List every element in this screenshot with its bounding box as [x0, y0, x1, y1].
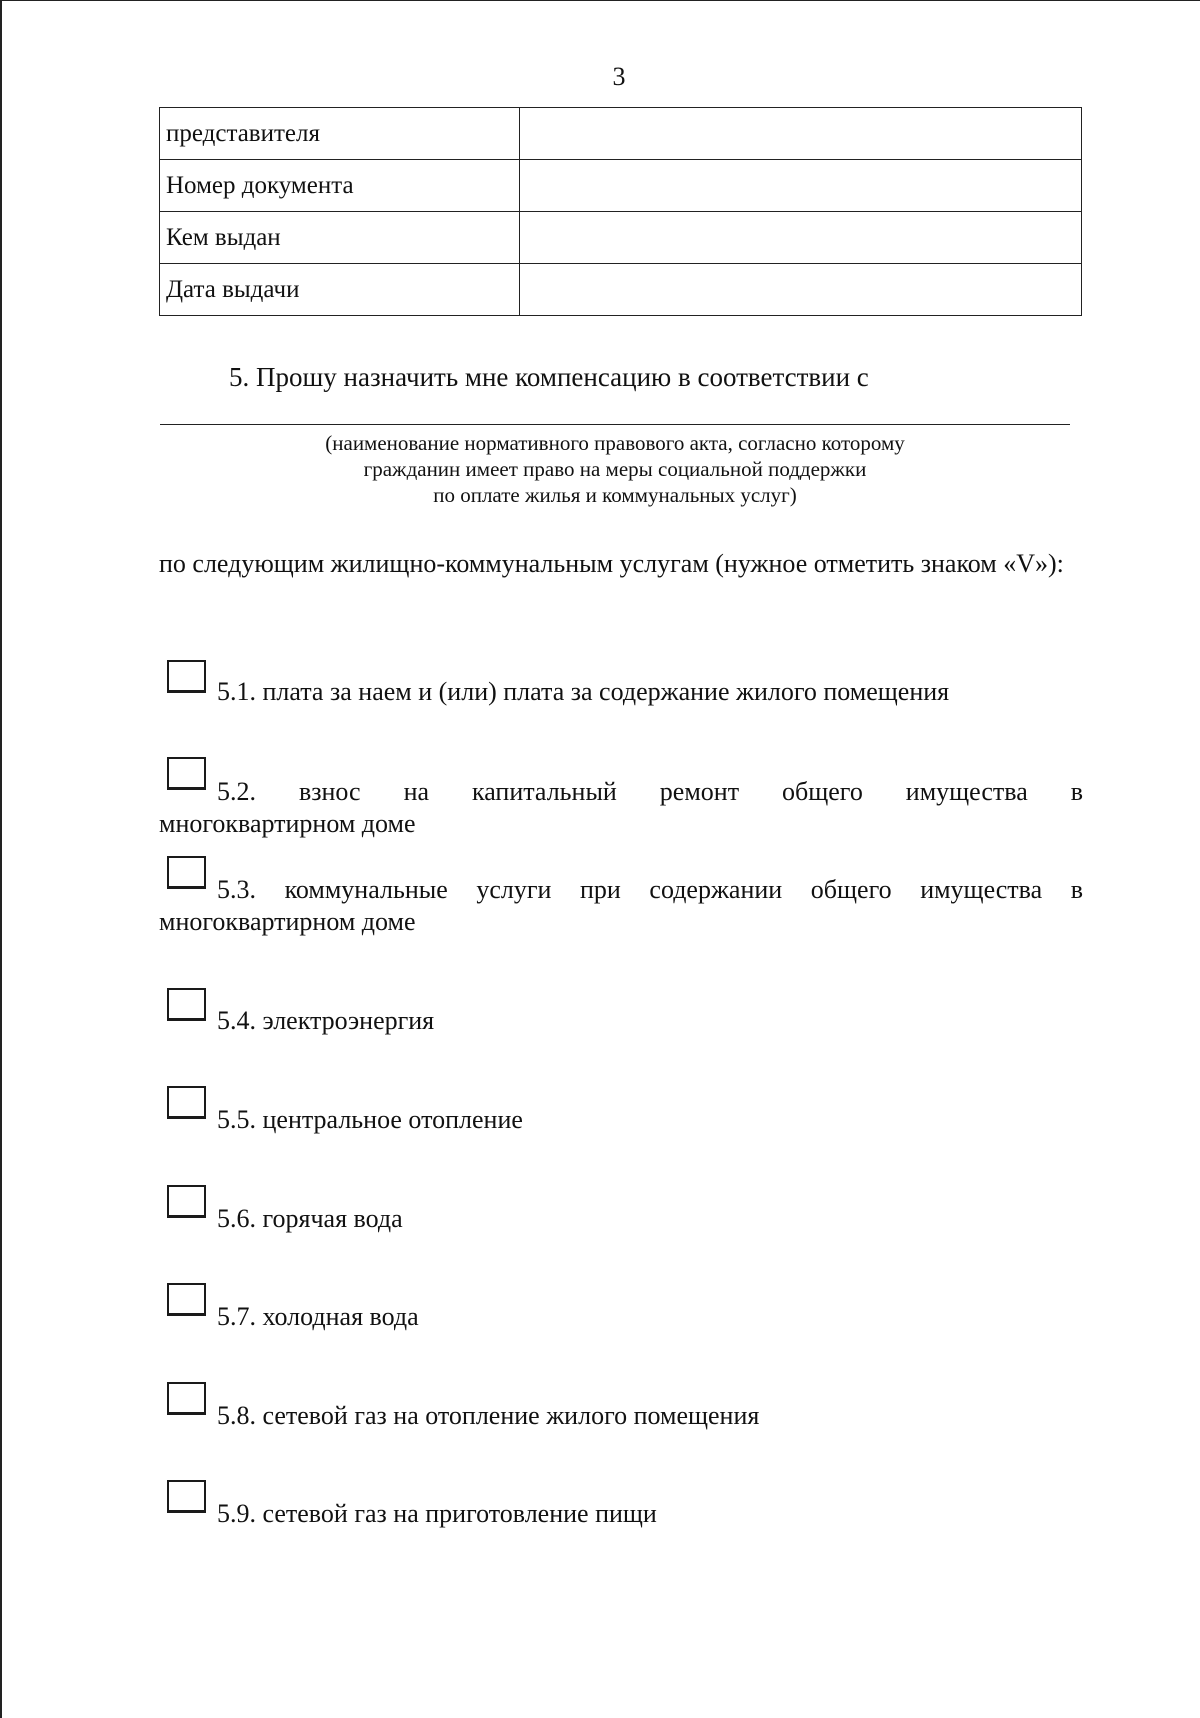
- row-value-document-number[interactable]: [520, 160, 1082, 212]
- option-5-4-label: 5.4. электроэнергия: [217, 1006, 435, 1035]
- row-value-issued-by[interactable]: [520, 212, 1082, 264]
- table-row: [160, 264, 1082, 316]
- option-word: капитальный: [471, 777, 617, 806]
- legal-act-caption: [160, 430, 1070, 508]
- caption-line: гражданин имеет право на меры социальной поддержки: [363, 457, 867, 481]
- section-5-heading: 5. Прошу назначить мне компенсацию в соответствии с: [229, 362, 869, 392]
- option-word: общего: [810, 875, 892, 904]
- option-5-7-label: 5.7. холодная вода: [217, 1302, 419, 1331]
- option-5-2: [159, 776, 1083, 840]
- option-5-6: [159, 1203, 1083, 1235]
- table-row: [160, 212, 1082, 264]
- option-word: при: [580, 875, 621, 904]
- option-5-5-label: 5.5. центральное отопление: [217, 1105, 523, 1134]
- checkbox-5-1[interactable]: [167, 660, 206, 693]
- checkbox-5-4[interactable]: [167, 988, 206, 1021]
- page-number: 3: [612, 62, 626, 91]
- option-word: на: [403, 777, 430, 806]
- option-5-4: [159, 1005, 1083, 1037]
- checkbox-5-7[interactable]: [167, 1283, 206, 1316]
- option-5-3: [159, 874, 1083, 938]
- option-5-8: [159, 1400, 1083, 1432]
- row-label-document-number: Номер документа: [160, 160, 520, 212]
- option-word: ремонт: [659, 777, 740, 806]
- option-5-5: [159, 1104, 1083, 1136]
- option-5-7: [159, 1301, 1083, 1333]
- checkbox-5-2[interactable]: [167, 757, 206, 790]
- row-value-issue-date[interactable]: [520, 264, 1082, 316]
- option-5-2-continuation: многоквартирном доме: [159, 809, 416, 838]
- row-label-issued-by: Кем выдан: [160, 212, 520, 264]
- checkbox-5-8[interactable]: [167, 1382, 206, 1415]
- option-word: услуги: [476, 875, 552, 904]
- option-5-2-label: [159, 776, 1083, 808]
- option-5-9: [159, 1498, 1083, 1530]
- caption-line: по оплате жилья и коммунальных услуг): [433, 483, 797, 507]
- checkbox-5-5[interactable]: [167, 1086, 206, 1119]
- checkbox-5-9[interactable]: [167, 1480, 206, 1513]
- row-label-issue-date: Дата выдачи: [160, 264, 520, 316]
- identity-document-table: [159, 107, 1082, 316]
- row-label-representative: представителя: [160, 108, 520, 160]
- option-word: содержании: [649, 875, 783, 904]
- caption-line: (наименование нормативного правового акта, согласно которому: [325, 431, 905, 455]
- option-5-9-label: 5.9. сетевой газ на приготовление пищи: [217, 1499, 657, 1528]
- row-value-representative[interactable]: [520, 108, 1082, 160]
- option-5-8-label: 5.8. сетевой газ на отопление жилого помещения: [217, 1401, 760, 1430]
- legal-act-fill-line[interactable]: [160, 424, 1070, 425]
- option-word: имущества: [920, 875, 1043, 904]
- table-row: [160, 108, 1082, 160]
- option-5-3-continuation: многоквартирном доме: [159, 907, 416, 936]
- option-word: взнос: [298, 777, 361, 806]
- checkbox-5-6[interactable]: [167, 1185, 206, 1218]
- option-word: 5.2.: [217, 777, 256, 806]
- services-intro: по следующим жилищно-коммунальным услугам (нужное отметить знаком «V»):: [159, 549, 1064, 578]
- checkbox-5-3[interactable]: [167, 856, 206, 889]
- option-word: общего: [782, 777, 863, 806]
- option-word: 5.3.: [217, 875, 256, 904]
- option-5-6-label: 5.6. горячая вода: [217, 1204, 403, 1233]
- option-5-1-label: 5.1. плата за наем и (или) плата за содержание жилого помещения: [217, 677, 950, 706]
- option-word: коммунальные: [284, 875, 448, 904]
- table-row: [160, 160, 1082, 212]
- option-word: в: [1070, 777, 1083, 806]
- option-5-3-label: [159, 874, 1083, 906]
- option-word: имущества: [905, 777, 1028, 806]
- option-word: в: [1070, 875, 1083, 904]
- option-5-1: [159, 676, 1083, 708]
